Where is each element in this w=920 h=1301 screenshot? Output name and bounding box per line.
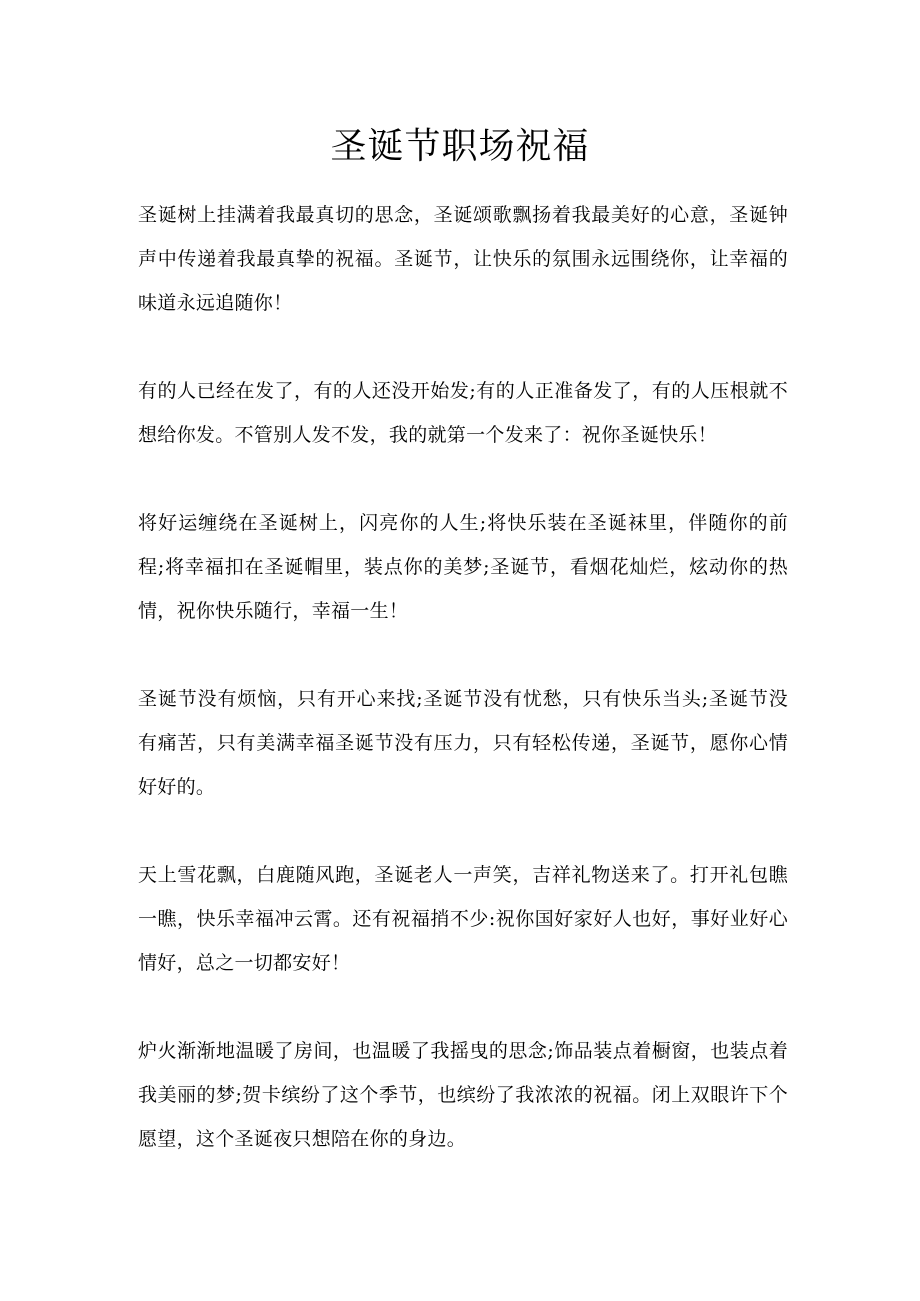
paragraph-4: 圣诞节没有烦恼，只有开心来找;圣诞节没有忧愁，只有快乐当头;圣诞节没有痛苦，只有美满幸福圣诞节没有压力，只有轻松传递，圣诞节，愿你心情好好的。: [138, 688, 788, 798]
paragraph-6: 炉火渐渐地温暖了房间，也温暖了我摇曳的思念;饰品装点着橱窗，也装点着我美丽的梦;贺卡缤纷了这个季节，也缤纷了我浓浓的祝福。闭上双眼许下个愿望，这个圣诞夜只想陪在你的身边。: [138, 1040, 788, 1150]
paragraph-2: 有的人已经在发了，有的人还没开始发;有的人正准备发了，有的人压根就不想给你发。不管别人发不发，我的就第一个发来了：祝你圣诞快乐！: [138, 380, 788, 446]
paragraph-3: 将好运缠绕在圣诞树上，闪亮你的人生;将快乐装在圣诞袜里，伴随你的前程;将幸福扣在圣诞帽里，装点你的美梦;圣诞节，看烟花灿烂，炫动你的热情，祝你快乐随行，幸福一生！: [138, 512, 788, 622]
document-body: [138, 193, 788, 1205]
paragraph-1: 圣诞树上挂满着我最真切的思念，圣诞颂歌飘扬着我最美好的心意，圣诞钟声中传递着我最真挚的祝福。圣诞节，让快乐的氛围永远围绕你，让幸福的味道永远追随你！: [138, 204, 788, 314]
page-title: 圣诞节职场祝福: [330, 126, 590, 167]
paragraph-5: 天上雪花飘，白鹿随风跑，圣诞老人一声笑，吉祥礼物送来了。打开礼包瞧一瞧，快乐幸福冲云霄。还有祝福捎不少:祝你国好家好人也好，事好业好心情好，总之一切都安好！: [138, 864, 788, 974]
